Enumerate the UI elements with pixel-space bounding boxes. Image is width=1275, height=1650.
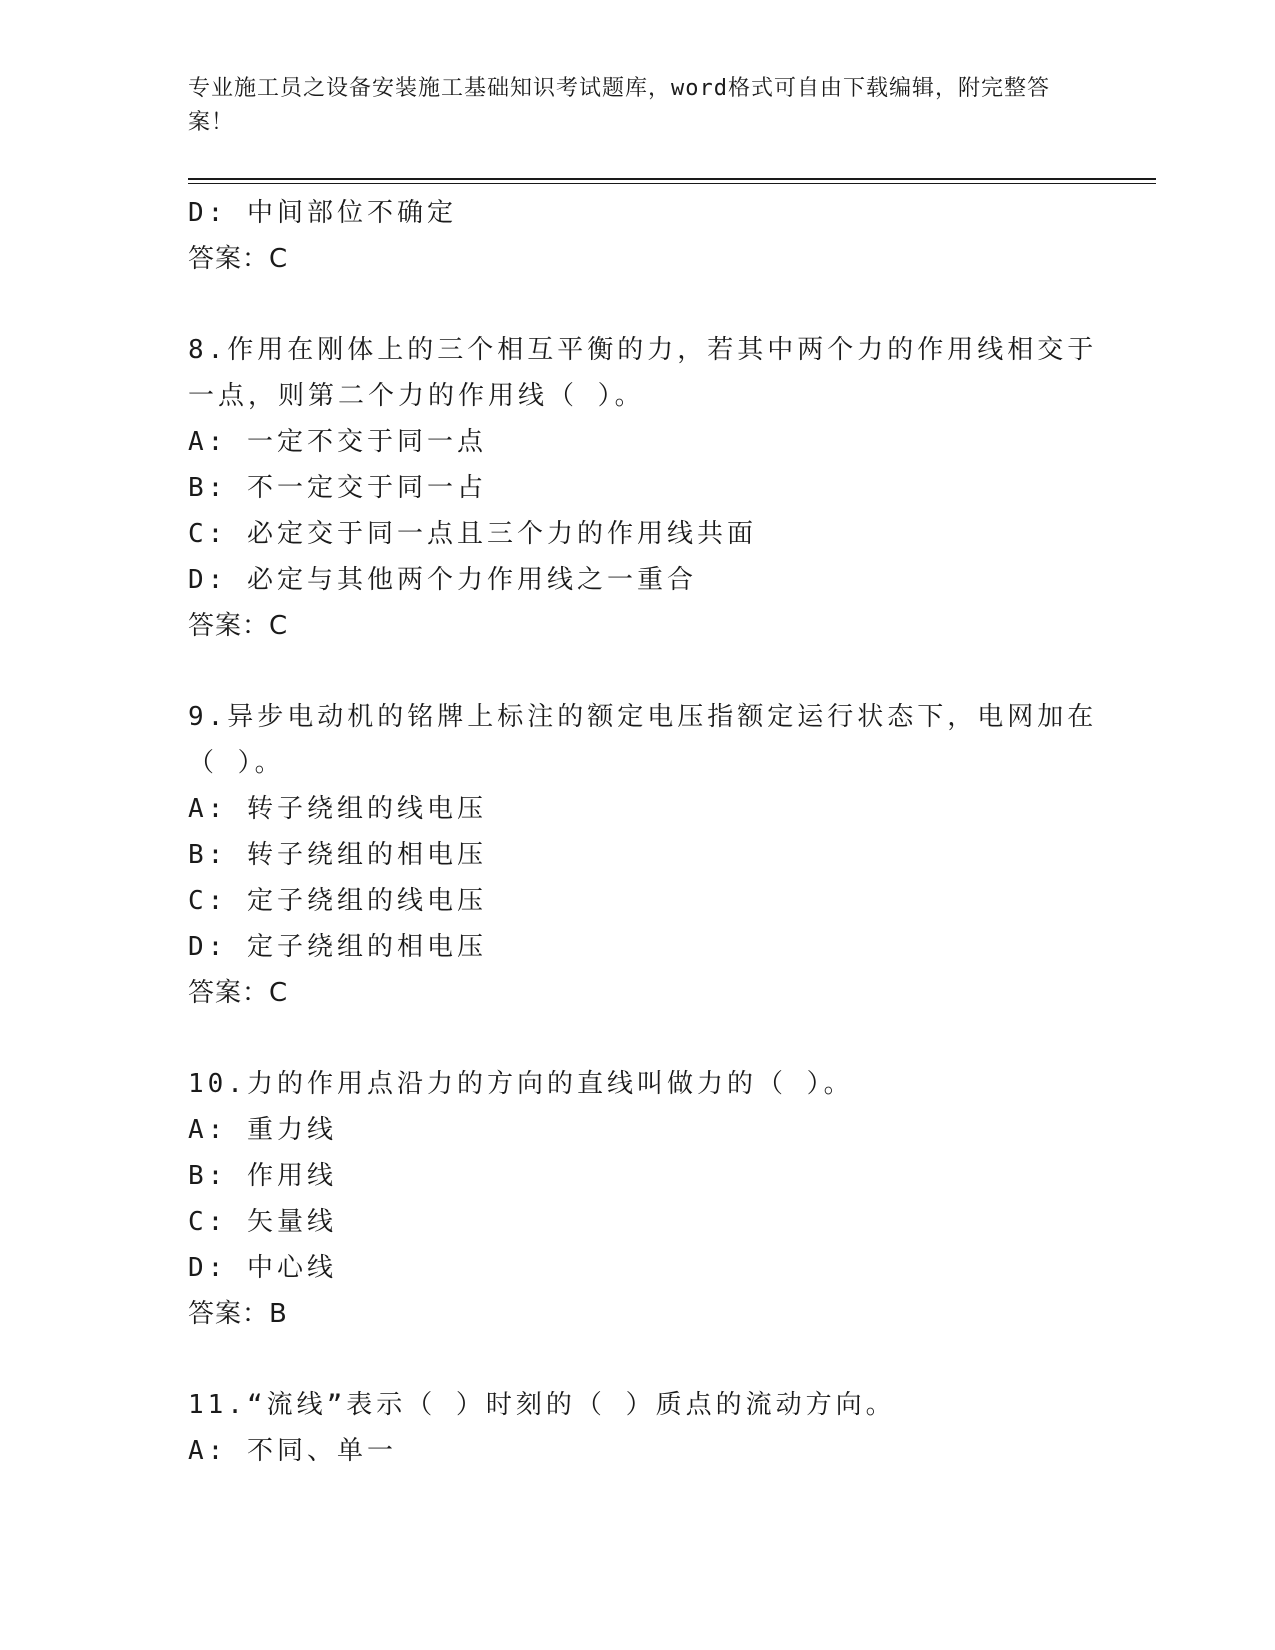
option-d: D: 必定与其他两个力作用线之一重合 [188, 565, 697, 595]
question-content [188, 190, 1098, 1474]
question-stem-line: 11.“流线”表示（ ）时刻的（ ）质点的流动方向。 [188, 1390, 896, 1420]
option-a: A: 一定不交于同一点 [188, 427, 487, 457]
question-stem-line: 8.作用在刚体上的三个相互平衡的力，若其中两个力的作用线相交于 [188, 335, 1098, 365]
spacer [188, 649, 1088, 694]
option-a: A: 重力线 [188, 1115, 337, 1145]
header-rule-thin [188, 183, 1156, 184]
option-b: B: 作用线 [188, 1161, 337, 1191]
header-title: 专业施工员之设备安装施工基础知识考试题库，word格式可自由下载编辑，附完整答案！ [188, 76, 1050, 135]
option-a: A: 不同、单一 [188, 1436, 397, 1466]
spacer [188, 1337, 1088, 1382]
option-c: C: 定子绕组的线电压 [188, 886, 487, 916]
answer: 答案：B [188, 1299, 288, 1329]
option-b: B: 转子绕组的相电压 [188, 840, 487, 870]
spacer [188, 282, 1088, 327]
option-a: A: 转子绕组的线电压 [188, 794, 487, 824]
question-stem-line: （ ）。 [188, 748, 285, 778]
question-stem-line: 9.异步电动机的铭牌上标注的额定电压指额定运行状态下，电网加在 [188, 702, 1098, 732]
header-rule-thick [188, 178, 1156, 180]
option-d: D: 定子绕组的相电压 [188, 932, 487, 962]
answer: 答案：C [188, 244, 289, 274]
answer: 答案：C [188, 611, 289, 641]
question-stem-line: 一点，则第二个力的作用线（ ）。 [188, 381, 645, 411]
option-d: D: 中间部位不确定 [188, 198, 457, 228]
option-c: C: 矢量线 [188, 1207, 337, 1237]
document-header [188, 72, 1068, 140]
option-d: D: 中心线 [188, 1253, 337, 1283]
spacer [188, 1016, 1088, 1061]
question-stem-line: 10.力的作用点沿力的方向的直线叫做力的（ ）。 [188, 1069, 854, 1099]
answer: 答案：C [188, 978, 289, 1008]
option-c: C: 必定交于同一点且三个力的作用线共面 [188, 519, 757, 549]
option-b: B: 不一定交于同一占 [188, 473, 487, 503]
